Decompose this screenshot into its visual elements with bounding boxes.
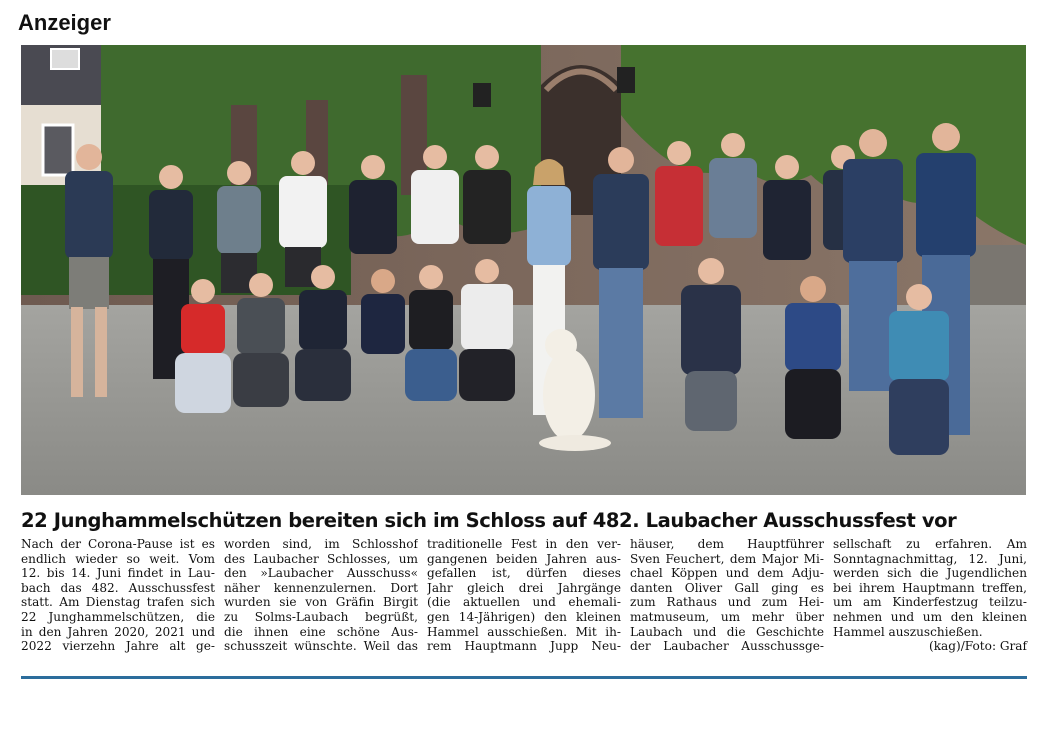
text-line: gangenen beiden Jahren aus- <box>427 551 621 566</box>
article-body <box>21 537 1027 667</box>
text-line: Sonntagnachmittag, 12. Juni, <box>833 551 1027 566</box>
text-line: Nach der Corona-Pause ist es <box>21 537 215 551</box>
text-line: worden sind, im Schlosshof <box>224 537 418 551</box>
lantern <box>473 83 491 107</box>
text-line: werden sich die Jugendlichen <box>833 566 1027 581</box>
text-line: nehmen und um den kleinen <box>833 609 1027 624</box>
text-line: matmuseum, um mehr über <box>630 609 824 624</box>
text-line: den »Laubacher Ausschuss« <box>224 566 418 581</box>
text-line: traditionelle Fest in den ver- <box>427 537 621 551</box>
article-column-4 <box>630 537 824 667</box>
article-column-5 <box>833 537 1027 667</box>
house-window <box>43 125 73 175</box>
article-headline: 22 Junghammelschützen bereiten sich im Schloss auf 482. Laubacher Ausschussfest vor <box>21 509 957 532</box>
newspaper-name: Anzeiger <box>18 10 111 35</box>
text-line: 12. bis 14. Juni findet in Lau- <box>21 566 215 581</box>
lantern <box>617 67 635 93</box>
text-line: bei ihrem Hauptmann treffen, <box>833 580 1027 595</box>
dormer-window <box>51 49 79 69</box>
text-line: endlich wieder so weit. Vom <box>21 551 215 566</box>
text-line: häuser, dem Hauptführer <box>630 537 824 551</box>
bottom-rule <box>21 676 1027 679</box>
text-line: Laubach und die Geschichte <box>630 624 824 639</box>
text-line: schusszeit wünschte. Weil das <box>224 639 418 654</box>
text-line: 22 Junghammelschützen, die <box>21 609 215 624</box>
text-line: statt. Am Dienstag trafen sich <box>21 595 215 610</box>
text-line: des Laubacher Schlosses, um <box>224 551 418 566</box>
text-line: zum Rathaus und zum Hei- <box>630 595 824 610</box>
text-line: um am Kinderfestzug teilzu- <box>833 595 1027 610</box>
text-line: rem Hauptmann Jupp Neu- <box>427 639 621 654</box>
text-line: Hammel auszuschießen. <box>833 624 983 639</box>
text-line: wurden sie von Gräfin Birgit <box>224 595 418 610</box>
text-line: 2022 vierzehn Jahre alt ge- <box>21 639 215 654</box>
text-line: gefallen ist, dürfen dieses <box>427 566 621 581</box>
text-line: danten Oliver Gall ging es <box>630 580 824 595</box>
group-photo-illustration <box>21 45 1026 495</box>
text-line: bach das 482. Ausschussfest <box>21 580 215 595</box>
text-line: Sven Feuchert, dem Major Mi- <box>630 551 824 566</box>
text-line: die ihnen eine schöne Aus- <box>224 624 418 639</box>
article-column-3 <box>427 537 621 667</box>
text-line: (die aktuellen und ehemali- <box>427 595 621 610</box>
text-line: in den Jahren 2020, 2021 und <box>21 624 215 639</box>
article-column-2 <box>224 537 418 667</box>
photo-credit: (kag)/Foto: Graf <box>929 639 1027 654</box>
text-line: Hammel ausschießen. Mit ih- <box>427 624 621 639</box>
text-line: Jahr gleich drei Jahrgänge <box>427 580 621 595</box>
article-column-1 <box>21 537 215 667</box>
text-line: sellschaft zu erfahren. Am <box>833 537 1027 551</box>
text-line: gen 14-Jährigen) den kleinen <box>427 609 621 624</box>
text-line: der Laubacher Ausschussge- <box>630 639 824 654</box>
text-line: zu Solms-Laubach begrüßt, <box>224 609 418 624</box>
group-photo <box>21 45 1026 495</box>
text-line: näher kennenzulernen. Dort <box>224 580 418 595</box>
text-line: chael Köppen und dem Adju- <box>630 566 824 581</box>
